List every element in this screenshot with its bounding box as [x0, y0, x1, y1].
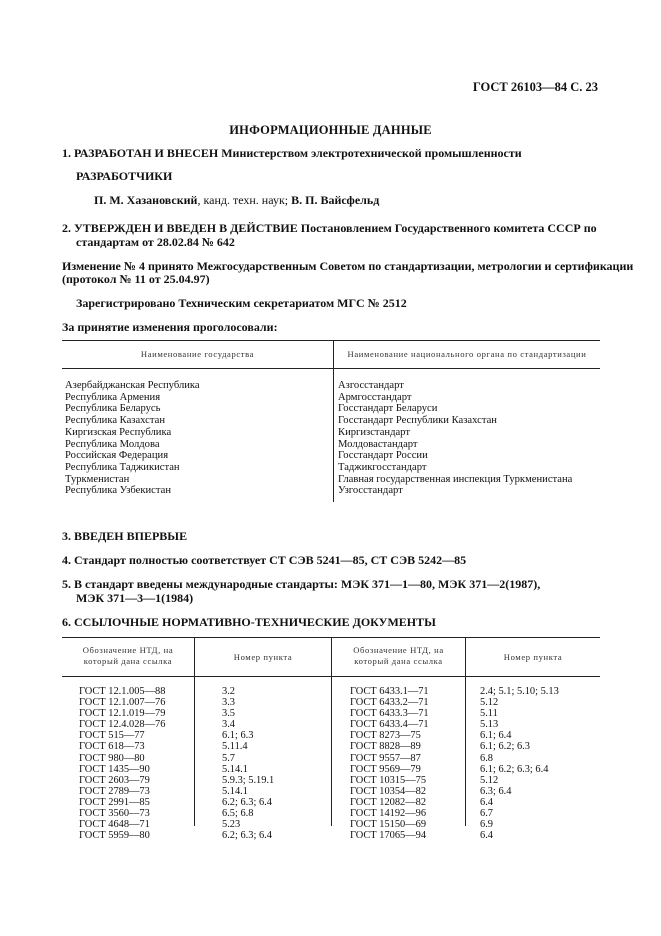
ref-item: 5.12	[480, 774, 499, 786]
ref-item: 3.3	[222, 697, 235, 709]
developers-list	[94, 193, 379, 207]
ref-item: 5.11.4	[222, 741, 248, 753]
developers-label: РАЗРАБОТЧИКИ	[76, 169, 173, 183]
vote-table-header-border	[62, 368, 600, 369]
ref-doc: ГОСТ 2603—79	[79, 774, 150, 786]
ref-left-docs-column	[79, 686, 165, 841]
ref-doc: ГОСТ 14192—96	[350, 808, 427, 820]
ref-doc: ГОСТ 15150—69	[350, 819, 427, 831]
ref-doc: ГОСТ 8273—75	[350, 730, 421, 742]
body-row: Узгосстандарт	[338, 485, 403, 497]
ref-item: 6.8	[480, 752, 493, 764]
ref-item: 6.3; 6.4	[480, 785, 512, 797]
ref-item: 3.4	[222, 719, 235, 731]
section-1-text: Министерством электротехнической промышленности	[221, 146, 522, 160]
ref-doc: ГОСТ 515—77	[79, 730, 145, 742]
ref-doc: ГОСТ 10315—75	[350, 774, 427, 786]
ref-doc: ГОСТ 5959—80	[79, 830, 150, 842]
state-row: Туркменистан	[65, 473, 130, 485]
section-6-title: 6. ССЫЛОЧНЫЕ НОРМАТИВНО-ТЕХНИЧЕСКИЕ ДОКУМЕНТЫ	[62, 615, 436, 629]
ref-doc: ГОСТ 10354—82	[350, 785, 427, 797]
state-row: Республика Молдова	[65, 438, 160, 450]
ref-item: 5.14.1	[222, 785, 248, 797]
section-2-title: 2. УТВЕРЖДЕН И ВВЕДЕН В ДЕЙСТВИЕ	[62, 221, 298, 235]
developer-1-name: П. М. Хазановский	[94, 193, 198, 207]
body-row: Госстандарт Беларуси	[338, 403, 438, 415]
section-5-line-1: 5. В стандарт введены международные стандарты: МЭК 371—1—80, МЭК 371—2(1987),	[62, 577, 541, 591]
section-3: 3. ВВЕДЕН ВПЕРВЫЕ	[62, 529, 188, 543]
ref-item: 5.13	[480, 719, 499, 731]
ref-item: 6.4	[480, 796, 493, 808]
ref-left-items-column	[222, 686, 274, 841]
ref-header-item-left: Номер пункта	[233, 652, 293, 662]
vote-header-state: Наименование государства	[140, 349, 255, 359]
ref-item: 3.2	[222, 686, 235, 697]
page-header: ГОСТ 26103—84 С. 23	[472, 80, 598, 94]
body-row: Таджикгосстандарт	[338, 461, 427, 473]
amendment-line-2: (протокол № 11 от 25.04.97)	[62, 272, 210, 286]
ref-item: 6.1; 6.2; 6.3	[480, 741, 530, 753]
ref-table-divider-3	[465, 637, 466, 826]
ref-doc: ГОСТ 6433.4—71	[350, 719, 429, 731]
ref-item: 5.23	[222, 819, 241, 831]
ref-doc: ГОСТ 9557—87	[350, 752, 421, 764]
ref-item: 6.1; 6.3	[222, 730, 254, 742]
body-row: Молдовастандарт	[338, 438, 418, 450]
ref-doc: ГОСТ 980—80	[79, 752, 145, 764]
state-row: Республика Таджикистан	[65, 461, 180, 473]
ref-item: 6.9	[480, 819, 493, 831]
ref-item: 5.14.1	[222, 763, 248, 775]
ref-right-docs-column	[350, 686, 429, 841]
section-2	[62, 221, 602, 235]
ref-doc: ГОСТ 12.4.028—76	[79, 719, 166, 731]
ref-item: 3.5	[222, 708, 235, 720]
body-row: Госстандарт России	[338, 450, 428, 462]
ref-item: 5.7	[222, 752, 235, 764]
ref-header-line-2: который дана ссылка	[354, 656, 443, 666]
body-row: Киргизстандарт	[338, 426, 410, 438]
ref-right-items-column	[480, 686, 559, 841]
ref-item: 5.11	[480, 708, 498, 720]
amendment-line-1: Изменение № 4 принято Межгосударственным Советом по стандартизации, метрологии и сертификации	[62, 259, 634, 273]
ref-doc: ГОСТ 3560—73	[79, 808, 150, 820]
ref-item: 5.9.3; 5.19.1	[222, 774, 275, 786]
ref-doc: ГОСТ 6433.1—71	[350, 686, 429, 697]
document-title: ИНФОРМАЦИОННЫЕ ДАННЫЕ	[229, 123, 432, 137]
ref-doc: ГОСТ 6433.3—71	[350, 708, 429, 720]
ref-header-line-1: Обозначение НТД, на	[82, 645, 174, 655]
ref-item: 6.2; 6.3; 6.4	[222, 796, 272, 808]
vote-table-divider	[333, 340, 334, 502]
vote-bodies-column	[338, 380, 572, 497]
body-row: Госстандарт Республики Казахстан	[338, 415, 497, 427]
ref-doc: ГОСТ 1435—90	[79, 763, 150, 775]
state-row: Киргизская Республика	[65, 426, 172, 438]
developer-2-name: В. П. Вайсфельд	[291, 193, 380, 207]
ref-doc: ГОСТ 12082—82	[350, 796, 427, 808]
body-row: Армгосстандарт	[338, 391, 412, 403]
ref-doc: ГОСТ 8828—89	[350, 741, 421, 753]
registration-text: Зарегистрировано Техническим секретариатом МГС № 2512	[76, 296, 407, 310]
ref-item: 6.5; 6.8	[222, 808, 254, 820]
ref-item: 2.4; 5.1; 5.10; 5.13	[480, 686, 559, 697]
ref-doc: ГОСТ 2991—85	[79, 796, 150, 808]
section-2-text-2: стандартам от 28.02.84 № 642	[76, 235, 235, 249]
ref-header-line-1: Обозначение НТД, на	[353, 645, 444, 655]
ref-doc: ГОСТ 12.1.007—76	[79, 697, 166, 709]
voted-label: За принятие изменения проголосовали:	[62, 320, 278, 334]
ref-header-line-2: который дана ссылка	[83, 656, 173, 666]
ref-item: 6.1; 6.4	[480, 730, 512, 742]
ref-header-item-right: Номер пункта	[503, 652, 563, 662]
state-row: Азербайджанская Республика	[65, 380, 200, 391]
ref-doc: ГОСТ 4648—71	[79, 819, 150, 831]
vote-table-top-border	[62, 340, 600, 341]
section-4: 4. Стандарт полностью соответствует СТ СЭВ 5241—85, СТ СЭВ 5242—85	[62, 553, 467, 567]
ref-doc: ГОСТ 17065—94	[350, 830, 427, 842]
state-row: Российская Федерация	[65, 450, 169, 462]
state-row: Республика Узбекистан	[65, 485, 172, 497]
body-row: Азгосстандарт	[338, 380, 404, 391]
ref-item: 5.12	[480, 697, 499, 709]
section-1	[62, 146, 522, 160]
section-1-title: 1. РАЗРАБОТАН И ВНЕСЕН	[62, 146, 219, 160]
ref-item: 6.1; 6.2; 6.3; 6.4	[480, 763, 549, 775]
developer-1-title: , канд. техн. наук;	[197, 193, 292, 207]
state-row: Республика Армения	[65, 391, 161, 403]
vote-states-column	[65, 380, 200, 497]
ref-item: 6.4	[480, 830, 493, 842]
state-row: Республика Казахстан	[65, 415, 166, 427]
state-row: Республика Беларусь	[65, 403, 161, 415]
ref-header-designation-right	[332, 645, 465, 667]
ref-header-designation-left	[62, 645, 194, 667]
body-row: Главная государственная инспекция Туркменистана	[338, 473, 573, 485]
ref-doc: ГОСТ 618—73	[79, 741, 145, 753]
ref-doc: ГОСТ 6433.2—71	[350, 697, 429, 709]
section-5-line-2: МЭК 371—3—1(1984)	[76, 591, 194, 605]
ref-doc: ГОСТ 12.1.019—79	[79, 708, 166, 720]
ref-item: 6.2; 6.3; 6.4	[222, 830, 272, 842]
ref-table-divider-1	[194, 637, 195, 826]
ref-item: 6.7	[480, 808, 493, 820]
ref-doc: ГОСТ 9569—79	[350, 763, 421, 775]
ref-doc: ГОСТ 12.1.005—88	[79, 686, 166, 697]
vote-header-body: Наименование национального органа по стандартизации	[347, 349, 587, 359]
ref-doc: ГОСТ 2789—73	[79, 785, 150, 797]
section-2-text-1: Постановлением Государственного комитета СССР по	[297, 221, 597, 235]
